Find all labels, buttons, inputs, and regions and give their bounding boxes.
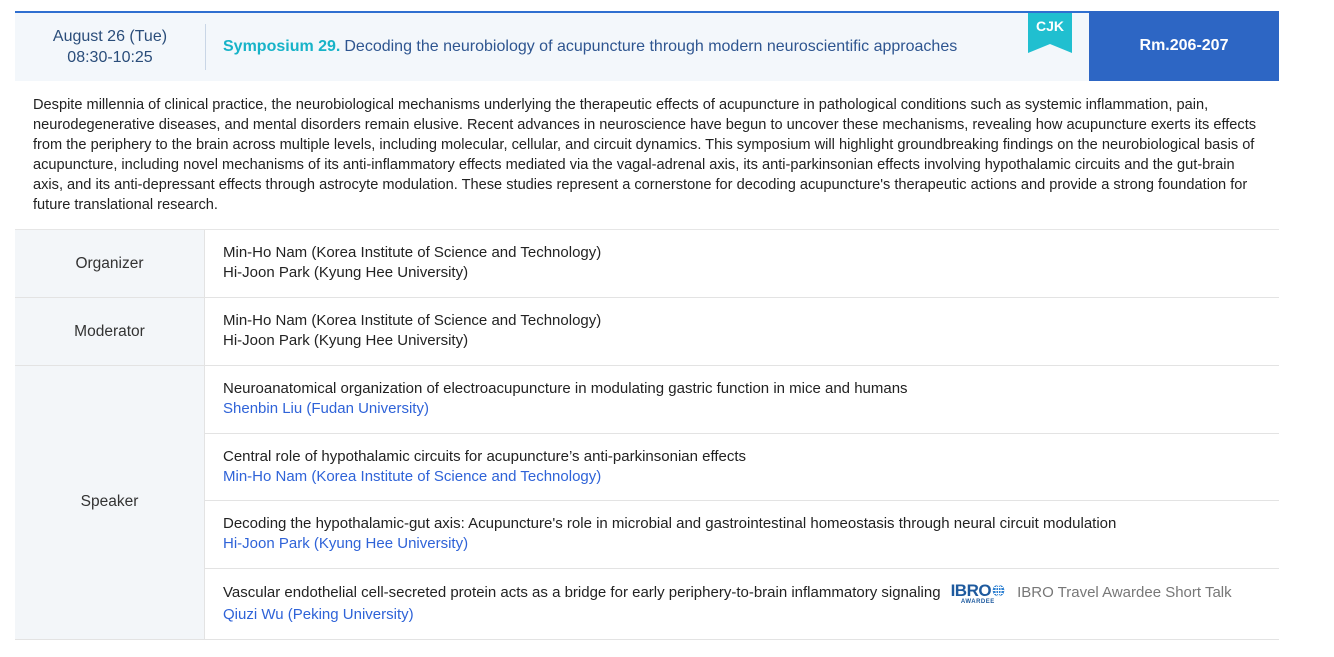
talk-speaker: Shenbin Liu (Fudan University) bbox=[223, 400, 429, 417]
award-label: IBRO Travel Awardee Short Talk bbox=[1017, 584, 1232, 601]
organizer-label: Organizer bbox=[15, 230, 205, 297]
talk-list bbox=[205, 366, 1279, 639]
organizer-person: Hi-Joon Park (Kyung Hee University) bbox=[223, 264, 469, 281]
symposium-session bbox=[15, 11, 1279, 640]
globe-icon bbox=[992, 584, 1005, 597]
organizer-row bbox=[15, 230, 1279, 298]
cjk-badge bbox=[1028, 13, 1072, 53]
talk-title-row bbox=[223, 582, 1261, 605]
session-header bbox=[15, 11, 1279, 81]
talk-item bbox=[205, 569, 1279, 639]
speaker-label: Speaker bbox=[15, 366, 205, 639]
session-time: 08:30-10:25 bbox=[67, 49, 153, 66]
moderator-label: Moderator bbox=[15, 298, 205, 365]
talk-speaker: Min-Ho Nam (Korea Institute of Science and Technology) bbox=[223, 467, 602, 485]
organizer-list bbox=[205, 230, 1279, 297]
session-description: Despite millennia of clinical practice, the neurobiological mechanisms underlying the therapeutic effects of acupuncture in pathological conditions such as systemic inflammation, pain, neurodegenerative diseases, and mental disorders remain elusive. Recent advances in neuroscience have begun to uncover these mechanisms, revealing how acupuncture exerts its effects from the periphery to the brain across multiple levels, including molecular, cellular, and circuit dynamics. This symposium will highlight groundbreaking findings on the neurobiological basis of acupuncture, including novel mechanisms of its anti-inflammatory effects mediated via the vagal-adrenal axis, its anti-parkinsonian effects involving hypothalamic circuits and the gut-brain axis, and its anti-depressant effects through astrocyte modulation. These studies represent a cornerstone for decoding acupuncture's therapeutic actions and provide a strong foundation for future translational research. bbox=[15, 81, 1279, 230]
talk-speaker: Qiuzi Wu (Peking University) bbox=[223, 605, 414, 623]
talk-title: Central role of hypothalamic circuits for acupuncture’s anti-parkinsonian effects bbox=[223, 447, 747, 465]
room-label: Rm.206-207 bbox=[1089, 11, 1279, 81]
ibro-logo-text: IBRO bbox=[950, 580, 992, 600]
moderator-row bbox=[15, 298, 1279, 366]
ibro-awardee-logo bbox=[951, 582, 1006, 605]
talk-title: Vascular endothelial cell-secreted protein acts as a bridge for early periphery-to-brain inflammatory signaling bbox=[223, 584, 941, 601]
session-date: August 26 (Tue) bbox=[52, 28, 168, 45]
symposium-title: Decoding the neurobiology of acupuncture through modern neuroscientific approaches bbox=[344, 38, 958, 55]
session-datetime bbox=[15, 13, 205, 81]
moderator-person: Min-Ho Nam (Korea Institute of Science and Technology) bbox=[223, 312, 602, 329]
talk-title: Decoding the hypothalamic-gut axis: Acupuncture's role in microbial and gastrointestinal homeostasis through neural circuit modulation bbox=[223, 515, 1117, 532]
talk-title: Neuroanatomical organization of electroacupuncture in modulating gastric function in mice and humans bbox=[223, 380, 908, 397]
moderator-list bbox=[205, 298, 1279, 365]
organizer-person: Min-Ho Nam (Korea Institute of Science and Technology) bbox=[223, 244, 602, 261]
cjk-badge-label: CJK bbox=[1035, 18, 1064, 34]
speaker-row bbox=[15, 366, 1279, 640]
talk-item bbox=[205, 366, 1279, 434]
moderator-person: Hi-Joon Park (Kyung Hee University) bbox=[223, 332, 469, 349]
symposium-number: Symposium 29. bbox=[223, 38, 341, 55]
ibro-logo-subtext: AWARDEE bbox=[960, 598, 995, 605]
talk-item bbox=[205, 434, 1279, 502]
talk-item bbox=[205, 501, 1279, 569]
talk-speaker: Hi-Joon Park (Kyung Hee University) bbox=[223, 535, 469, 552]
